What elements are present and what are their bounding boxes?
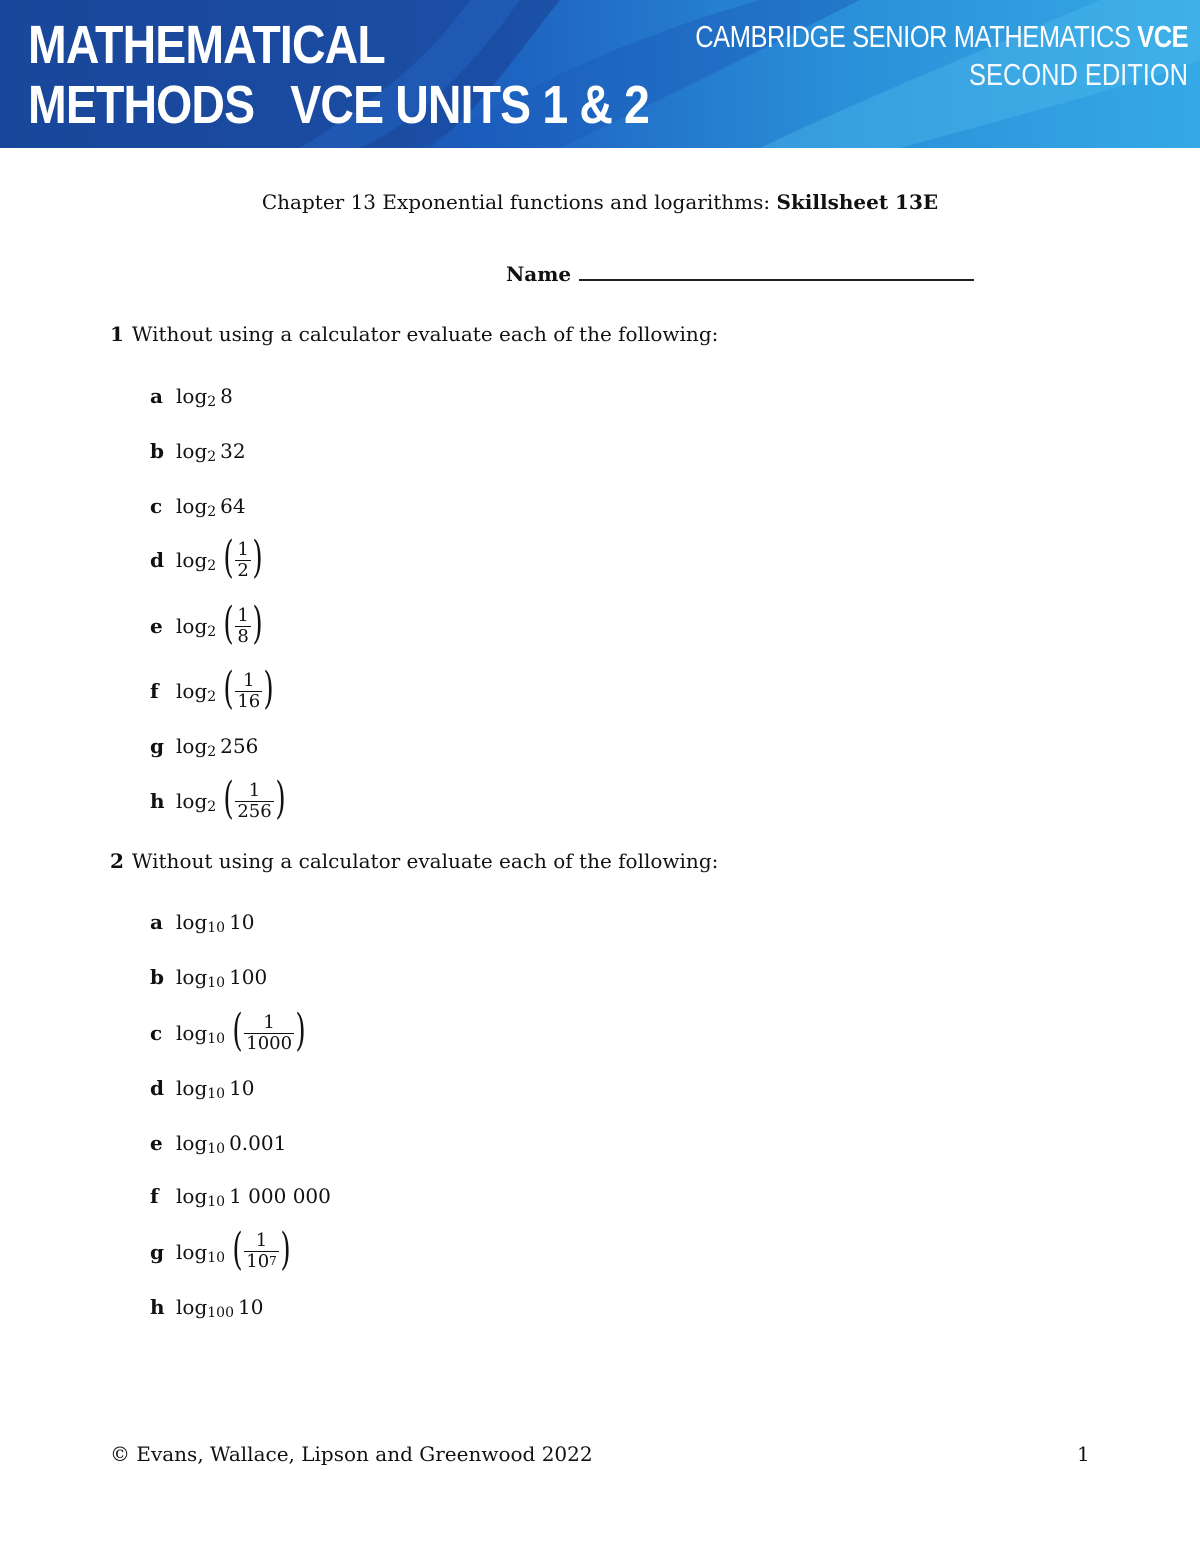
part-label: h — [150, 789, 165, 813]
fraction-numerator: 1 — [237, 604, 249, 626]
question-number: 2 — [110, 849, 124, 873]
denominator-exponent: 7 — [269, 1254, 277, 1268]
fraction — [235, 540, 250, 581]
part-label: e — [150, 1131, 163, 1155]
log-function: log — [176, 789, 208, 813]
question-prompt: Without using a calculator evaluate each of the following: — [131, 849, 719, 873]
log-base: 10 — [207, 1194, 226, 1210]
log-function: log — [176, 910, 208, 934]
part-label: a — [150, 384, 163, 408]
log-base: 10 — [207, 1141, 226, 1157]
question-part — [150, 1166, 331, 1226]
log-argument: 0.001 — [229, 1131, 287, 1155]
chapter-heading — [0, 190, 1200, 214]
log-argument: 10 — [229, 910, 255, 934]
banner-series — [695, 20, 1188, 54]
log-expression — [176, 1131, 286, 1155]
left-paren: ( — [232, 1224, 243, 1275]
skillsheet-title: Skillsheet 13E — [776, 190, 939, 214]
part-label: e — [150, 614, 163, 638]
question-2 — [110, 849, 718, 873]
log-base: 2 — [207, 558, 217, 574]
question-part — [150, 530, 266, 590]
log-argument: 32 — [220, 439, 246, 463]
right-paren: ) — [252, 598, 263, 649]
log-argument: 256 — [220, 734, 259, 758]
log-argument: 10 — [229, 1076, 255, 1100]
question-part — [150, 1113, 286, 1173]
part-label: b — [150, 965, 164, 989]
fraction — [244, 1231, 279, 1273]
log-function: log — [176, 1076, 208, 1100]
log-argument: 1 000 000 — [229, 1184, 331, 1208]
left-paren: ( — [223, 773, 234, 824]
fraction-numerator: 1 — [255, 1230, 268, 1251]
fraction — [235, 606, 250, 647]
log-base: 2 — [207, 394, 217, 410]
question-part — [150, 1277, 263, 1337]
fraction — [235, 781, 273, 822]
banner-title-line2: METHODS VCE UNITS 1 & 2 — [28, 75, 650, 135]
log-function: log — [176, 965, 208, 989]
log-expression — [176, 598, 266, 649]
fraction-denominator — [244, 1033, 294, 1054]
banner-series-text: CAMBRIDGE SENIOR MATHEMATICS — [695, 19, 1131, 54]
question-part — [150, 1058, 255, 1118]
banner-edition: SECOND EDITION — [969, 57, 1188, 92]
question-part — [150, 771, 289, 831]
left-paren: ( — [223, 598, 234, 649]
log-function: log — [176, 614, 208, 638]
right-paren: ) — [295, 1005, 306, 1056]
fraction-denominator — [235, 801, 273, 822]
part-label: f — [150, 1184, 159, 1208]
log-function: log — [176, 439, 208, 463]
log-base: 10 — [207, 975, 226, 991]
fraction-denominator — [235, 626, 250, 647]
part-label: h — [150, 1295, 165, 1319]
right-paren: ) — [263, 663, 274, 714]
log-function: log — [176, 1021, 208, 1045]
log-expression — [176, 663, 277, 714]
copyright: © Evans, Wallace, Lipson and Greenwood 2022 — [110, 1442, 593, 1466]
log-argument: 10 — [237, 1295, 264, 1319]
log-expression — [176, 1076, 255, 1100]
log-base: 2 — [207, 799, 217, 815]
fraction-numerator: 1 — [237, 538, 249, 560]
log-function: log — [176, 734, 208, 758]
log-argument: 64 — [220, 494, 246, 518]
denominator-value: 1000 — [246, 1032, 293, 1054]
question-1 — [110, 322, 718, 346]
header-banner — [0, 0, 1200, 148]
log-function: log — [176, 384, 208, 408]
log-base: 2 — [207, 744, 217, 760]
fraction — [235, 671, 262, 712]
fraction-denominator — [244, 1251, 279, 1273]
log-base: 100 — [207, 1305, 234, 1321]
log-expression — [176, 494, 246, 518]
question-number: 1 — [110, 322, 124, 346]
left-paren: ( — [232, 1005, 243, 1056]
fraction-numerator: 1 — [248, 779, 261, 801]
log-expression — [176, 1005, 309, 1056]
question-part — [150, 476, 246, 536]
part-label: c — [150, 494, 163, 518]
denominator-value: 10 — [246, 1251, 270, 1272]
log-expression — [176, 1184, 331, 1208]
log-expression — [176, 532, 266, 583]
log-expression — [176, 384, 233, 408]
part-label: g — [150, 734, 164, 758]
part-label: d — [150, 548, 164, 572]
chapter-text: Chapter 13 Exponential functions and logarithms: — [261, 190, 771, 214]
log-base: 2 — [207, 504, 217, 520]
fraction — [244, 1013, 294, 1054]
right-paren: ) — [275, 773, 286, 824]
question-part — [150, 421, 246, 481]
name-blank-line — [579, 261, 974, 281]
log-base: 10 — [207, 1250, 226, 1266]
part-label: a — [150, 910, 163, 934]
question-part — [150, 1222, 294, 1282]
question-part — [150, 661, 277, 721]
log-base: 2 — [207, 449, 217, 465]
log-expression — [176, 734, 258, 758]
denominator-value: 16 — [237, 690, 261, 712]
log-function: log — [176, 1131, 208, 1155]
question-part — [150, 366, 233, 426]
question-part — [150, 947, 267, 1007]
name-label: Name — [506, 262, 572, 286]
log-function: log — [176, 1295, 208, 1319]
log-argument: 8 — [220, 384, 233, 408]
page-number: 1 — [1077, 1442, 1090, 1466]
log-function: log — [176, 548, 208, 572]
log-argument: 100 — [229, 965, 268, 989]
fraction-denominator — [235, 691, 262, 712]
fraction-numerator: 1 — [263, 1011, 275, 1033]
part-label: g — [150, 1240, 164, 1264]
banner-title-line1: MATHEMATICAL — [28, 15, 385, 75]
log-function: log — [176, 1240, 208, 1264]
log-base: 10 — [207, 1086, 226, 1102]
question-part — [150, 596, 266, 656]
denominator-value: 2 — [237, 559, 249, 581]
denominator-value: 256 — [237, 800, 272, 822]
log-function: log — [176, 1184, 208, 1208]
right-paren: ) — [280, 1224, 291, 1275]
log-expression — [176, 965, 267, 989]
question-part — [150, 892, 255, 952]
part-label: d — [150, 1076, 164, 1100]
left-paren: ( — [223, 663, 234, 714]
question-part — [150, 1003, 309, 1063]
part-label: b — [150, 439, 164, 463]
log-function: log — [176, 494, 208, 518]
log-function: log — [176, 679, 208, 703]
log-base: 10 — [207, 1031, 226, 1047]
part-label: f — [150, 679, 159, 703]
log-expression — [176, 910, 255, 934]
log-base: 10 — [207, 920, 226, 936]
question-prompt: Without using a calculator evaluate each of the following: — [131, 322, 719, 346]
question-part — [150, 716, 258, 776]
denominator-value: 8 — [237, 625, 249, 647]
right-paren: ) — [252, 532, 263, 583]
log-expression — [176, 1224, 294, 1275]
fraction-numerator: 1 — [243, 669, 255, 691]
log-base: 2 — [207, 689, 217, 705]
left-paren: ( — [223, 532, 234, 583]
log-expression — [176, 439, 246, 463]
log-expression — [176, 773, 289, 824]
banner-series-vce: VCE — [1136, 19, 1188, 54]
log-expression — [176, 1295, 263, 1319]
part-label: c — [150, 1021, 163, 1045]
fraction-denominator — [235, 560, 250, 581]
log-base: 2 — [207, 624, 217, 640]
name-field — [506, 261, 974, 286]
